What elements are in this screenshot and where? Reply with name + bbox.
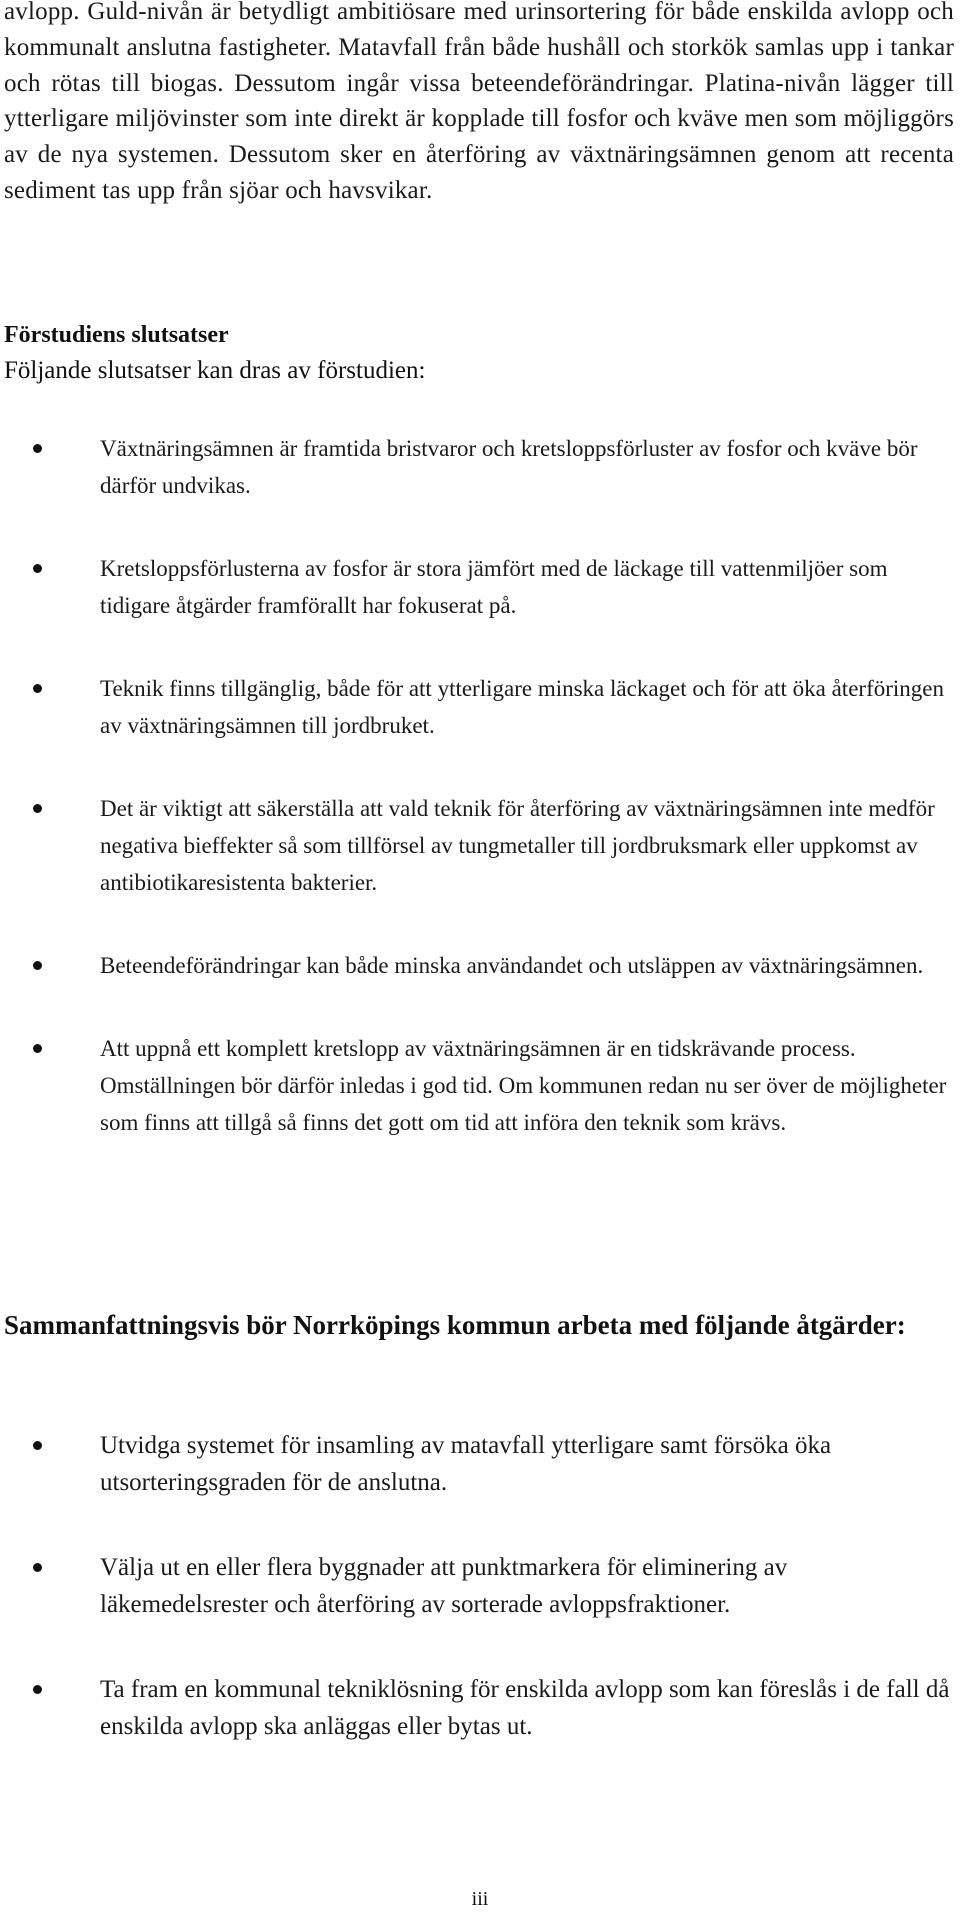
bullet-icon xyxy=(33,1563,42,1572)
list-item-text: Att uppnå ett komplett kretslopp av växtnäringsämnen är en tidskrävande process. Omställningen bör därför inledas i god tid. Om kommunen redan nu ser över de möjligheter som finns att tillgå så finns det gott om tid att införa den teknik som krävs. xyxy=(100,1036,947,1135)
conclusions-heading: Förstudiens slutsatser xyxy=(4,322,229,348)
bullet-icon xyxy=(33,1685,42,1694)
bullet-icon xyxy=(33,684,42,693)
bullet-icon xyxy=(33,1441,42,1450)
list-item-text: Utvidga systemet för insamling av matavfall ytterligare samt försöka öka utsorteringsgraden för de anslutna. xyxy=(100,1432,832,1496)
summary-list xyxy=(0,1427,960,1793)
list-item xyxy=(0,947,960,984)
list-item xyxy=(0,550,960,624)
list-item xyxy=(0,1427,960,1501)
bullet-icon xyxy=(33,961,42,970)
list-item xyxy=(0,1030,960,1141)
summary-heading: Sammanfattningsvis bör Norrköpings kommun arbeta med följande åtgärder: xyxy=(4,1310,906,1340)
list-item-text: Det är viktigt att säkerställa att vald teknik för återföring av växtnäringsämnen inte medför negativa bieffekter så som tillförsel av tungmetaller till jordbruksmark eller uppkomst av antibiotikaresistenta bakterier. xyxy=(100,796,935,895)
bullet-icon xyxy=(33,564,42,573)
list-item xyxy=(0,1549,960,1623)
bullet-icon xyxy=(33,444,42,453)
bullet-icon xyxy=(33,1044,42,1053)
list-item-text: Beteendeförändringar kan både minska användandet och utsläppen av växtnäringsämnen. xyxy=(100,953,924,978)
list-item-text: Teknik finns tillgänglig, både för att ytterligare minska läckaget och för att öka återföringen av växtnäringsämnen till jordbruket. xyxy=(100,676,944,738)
intro-paragraph: avlopp. Guld-nivån är betydligt ambitiösare med urinsortering för både enskilda avlopp och kommunalt anslutna fastigheter. Matavfall från både hushåll och storkök samlas upp i tankar och rötas till biogas. Dessutom ingår vissa beteendeförändringar. Platina-nivån lägger till ytterligare miljövinster som inte direkt är kopplade till fosfor och kväve men som möjliggörs av de nya systemen. Dessutom sker en återföring av växtnäringsämnen genom att recenta sediment tas upp från sjöar och havsvikar. xyxy=(4,0,954,204)
conclusions-lead: Följande slutsatser kan dras av förstudien: xyxy=(4,357,426,384)
conclusions-list xyxy=(0,430,960,1187)
list-item-text: Ta fram en kommunal tekniklösning för enskilda avlopp som kan föreslås i de fall då enskilda avlopp ska anläggas eller bytas ut. xyxy=(100,1676,950,1740)
page-number: iii xyxy=(471,1888,489,1910)
list-item-text: Kretsloppsförlusterna av fosfor är stora jämfört med de läckage till vattenmiljöer som tidigare åtgärder framförallt har fokuserat på. xyxy=(100,556,888,618)
list-item-text: Välja ut en eller flera byggnader att punktmarkera för eliminering av läkemedelsrester och återföring av sorterade avloppsfraktioner. xyxy=(100,1554,788,1618)
list-item xyxy=(0,670,960,744)
bullet-icon xyxy=(33,804,42,813)
list-item-text: Växtnäringsämnen är framtida bristvaror och kretsloppsförluster av fosfor och kväve bör därför undvikas. xyxy=(100,436,918,498)
list-item xyxy=(0,790,960,901)
list-item xyxy=(0,430,960,504)
list-item xyxy=(0,1671,960,1745)
